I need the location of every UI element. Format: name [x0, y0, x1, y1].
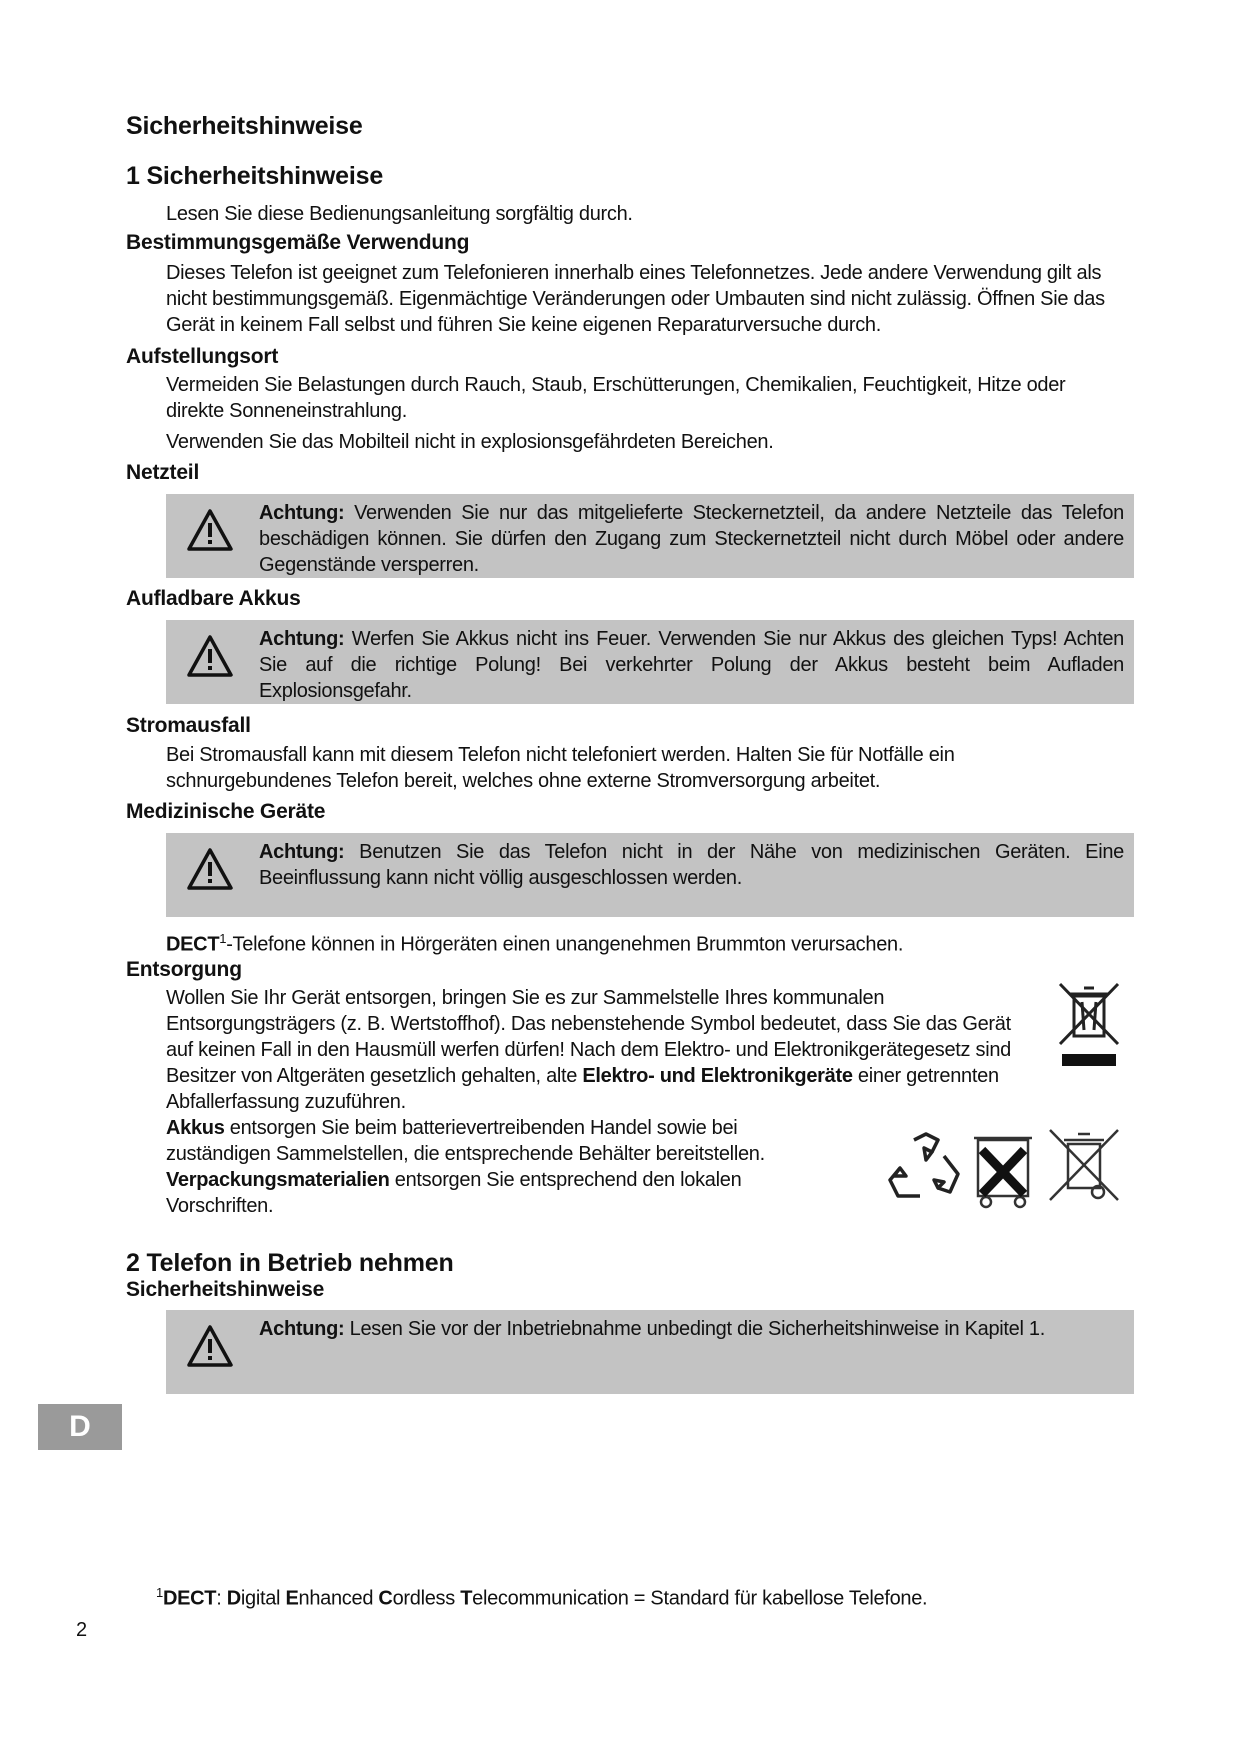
- warning-box-medical: [166, 833, 1134, 917]
- intended-use-text: Dieses Telefon ist geeignet zum Telefonieren innerhalb eines Telefonnetzes. Jede andere Verwendung gilt als nicht bestimmungsgemäß. Eigenmächtige Veränderungen oder Umbauten sind nicht zulässig. Öffnen Sie das Gerät in keinem Fall selbst und führen Sie keine eigenen Reparaturversuche durch.: [166, 262, 1105, 336]
- warning-triangle-icon: [186, 1324, 234, 1368]
- warning-label: Achtung:: [259, 1318, 345, 1340]
- warning-text: Werfen Sie Akkus nicht ins Feuer. Verwenden Sie nur Akkus des gleichen Typs! Achten Sie auf die richtige Polung! Bei verkehrter Polung der Akkus besteht beim Aufladen Explosionsgefahr.: [259, 628, 1124, 702]
- warning-text: Verwenden Sie nur das mitgelieferte Steckernetzteil, da andere Netzteile das Telefon beschädigen können. Sie dürfen den Zugang zum Steckernetzteil nicht durch Möbel oder andere Gegenstände versperren.: [259, 502, 1124, 576]
- warning-triangle-icon: [186, 508, 234, 552]
- recycling-icon: [886, 1130, 966, 1205]
- warning-triangle-icon: [186, 634, 234, 678]
- page-number: 2: [76, 1619, 87, 1641]
- heading-medical: Medizinische Geräte: [126, 800, 326, 823]
- warning-text: Lesen Sie vor der Inbetriebnahme unbedingt die Sicherheitshinweise in Kapitel 1.: [349, 1318, 1045, 1340]
- intro-text: Lesen Sie diese Bedienungsanleitung sorgfältig durch.: [166, 203, 633, 225]
- weee-small-bin-icon: [1046, 1126, 1122, 1206]
- warning-box-commissioning: [166, 1310, 1134, 1394]
- bin-cross-icon: [970, 1128, 1036, 1210]
- footnote: $^1$DECT: Digital Enhanced Cordless Telecommunication = Standard für kabellose Telefone.: [156, 1585, 928, 1610]
- power-failure-text: Bei Stromausfall kann mit diesem Telefon nicht telefoniert werden. Halten Sie für Notfälle ein schnurgebundenes Telefon bereit, welches ohne externe Stromversorgung arbeitet.: [166, 744, 955, 792]
- location-text-2: Verwenden Sie das Mobilteil nicht in explosionsgefährdeten Bereichen.: [166, 431, 774, 453]
- section-1-title: 1 Sicherheitshinweise: [126, 162, 384, 190]
- heading-power-supply: Netzteil: [126, 461, 200, 484]
- heading-intended-use: Bestimmungsgemäße Verwendung: [126, 231, 470, 254]
- warning-text: Benutzen Sie das Telefon nicht in der Nähe von medizinischen Geräten. Eine Beeinflussung kann nicht völlig ausgeschlossen werden.: [259, 841, 1125, 889]
- warning-label: Achtung:: [259, 628, 345, 650]
- heading-batteries: Aufladbare Akkus: [126, 587, 301, 610]
- warning-box-batteries: [166, 620, 1134, 704]
- language-tab: D: [38, 1404, 122, 1450]
- section-2-subheading: Sicherheitshinweise: [126, 1278, 325, 1301]
- warning-triangle-icon: [186, 847, 234, 891]
- warning-box-power-supply: [166, 494, 1134, 578]
- heading-power-failure: Stromausfall: [126, 714, 251, 737]
- page-header: Sicherheitshinweise: [126, 112, 363, 140]
- section-2-title: 2 Telefon in Betrieb nehmen: [126, 1249, 454, 1277]
- heading-disposal: Entsorgung: [126, 958, 242, 981]
- dect-note: DECT$^1$-Telefone können in Hörgeräten einen unangenehmen Brummton verursachen.: [166, 931, 904, 956]
- heading-location: Aufstellungsort: [126, 345, 279, 368]
- disposal-text: Wollen Sie Ihr Gerät entsorgen, bringen Sie es zur Sammelstelle Ihres kommunalen Entsorgungsträgers (z. B. Wertstoffhof). Das nebenstehende Symbol bedeutet, dass Sie das Gerät auf keinen Fall in den Hausmüll werfen dürfen! Nach dem Elektro- und Elektronikgerätegesetz sind Besitzer von Altgeräten gesetzlich gehalten, alte Elektro- und Elektronikgeräte einer getrennten Abfallerfassung zuzuführen. Akkus entsorgen Sie beim batterievertreibenden Handel sowie bei zuständigen Sammelstellen, die entsprechende Behälter bereitstellen. Verpackungsmaterialien entsorgen Sie entsprechend den lokalen Vorschriften.: [166, 987, 1011, 1217]
- weee-crossed-bin-icon: [1054, 980, 1124, 1070]
- warning-label: Achtung:: [259, 502, 345, 524]
- location-text: Vermeiden Sie Belastungen durch Rauch, Staub, Erschütterungen, Chemikalien, Feuchtigkeit, Hitze oder direkte Sonneneinstrahlung.: [166, 374, 1066, 422]
- warning-label: Achtung:: [259, 841, 345, 863]
